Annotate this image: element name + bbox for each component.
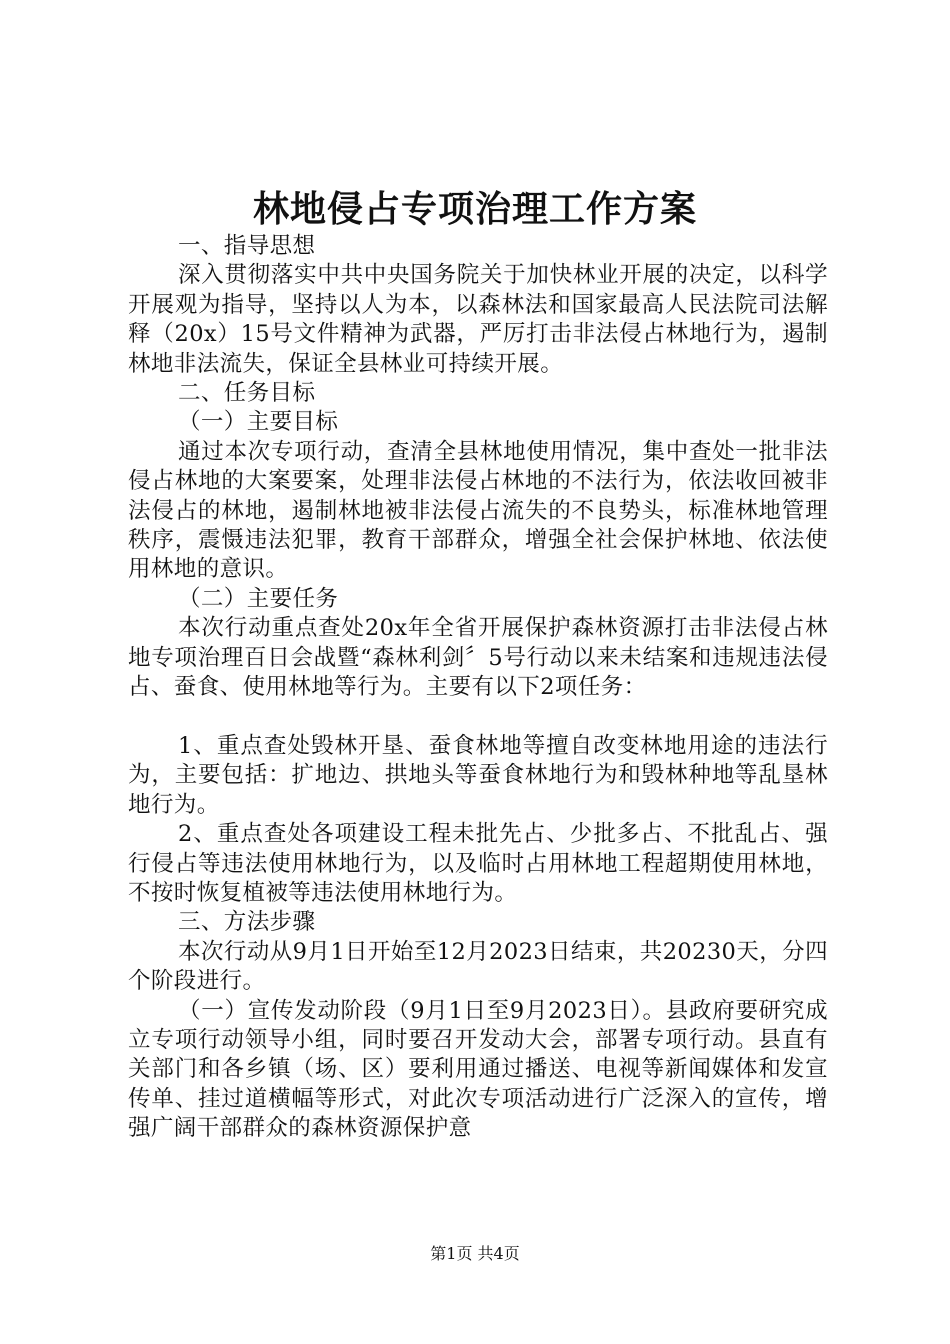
body-paragraph: 本次行动重点查处20x年全省开展保护森林资源打击非法侵占林地专项治理百日会战暨“森林利剑〞5号行动以来未结案和违规违法侵占、蚕食、使用林地等行为。主要有以下2项任务： — [128, 615, 828, 701]
blank-line — [128, 703, 828, 732]
section-heading: 二、任务目标 — [178, 380, 316, 407]
section-heading: 一、指导思想 — [178, 233, 316, 259]
section-heading: 三、方法步骤 — [178, 909, 316, 936]
document-title: 林地侵占专项治理工作方案 — [252, 188, 697, 230]
list-item: 1、重点查处毁林开垦、蚕食林地等擅自改变林地用途的违法行为，主要包括：扩地边、拱地头等蚕食林地行为和毁林种地等乱垦林地行为。 — [128, 732, 828, 818]
body-paragraph: 本次行动从9月1日开始至12月2023日结束，共20230天，分四个阶段进行。 — [128, 938, 828, 995]
body-paragraph: 通过本次专项行动，查清全县林地使用情况，集中查处一批非法侵占林地的大案要案，处理非法侵占林地的不法行为，依法收回被非法侵占的林地，遏制林地被非法侵占流失的不良势头，标准林地管理秩序，震慑违法犯罪，教育干部群众，增强全社会保护林地、依法使用林地的意识。 — [128, 438, 828, 583]
subsection-heading: （二）主要任务 — [178, 585, 339, 612]
list-item: 2、重点查处各项建设工程未批先占、少批多占、不批乱占、强行侵占等违法使用林地行为，以及临时占用林地工程超期使用林地，不按时恢复植被等违法使用林地行为。 — [128, 821, 828, 906]
body-paragraph: （一）宣传发动阶段（9月1日至9月2023日）。县政府要研究成立专项行动领导小组，同时要召开发动大会，部署专项行动。县直有关部门和各乡镇（场、区）要利用通过播送、电视等新闻媒体和发宣传单、挂过道横幅等形式，对此次专项活动进行广泛深入的宣传，增强广阔干部群众的森林资源保护意 — [128, 997, 828, 1142]
subsection-heading: （一）主要目标 — [178, 409, 339, 436]
page-footer: 第1页 共4页 — [430, 1244, 520, 1263]
body-paragraph: 深入贯彻落实中共中央国务院关于加快林业开展的决定，以科学开展观为指导，坚持以人为本，以森林法和国家最高人民法院司法解释（20x）15号文件精神为武器，严厉打击非法侵占林地行为，遏制林地非法流失，保证全县林业可持续开展。 — [128, 262, 828, 377]
document-body — [128, 232, 828, 1144]
